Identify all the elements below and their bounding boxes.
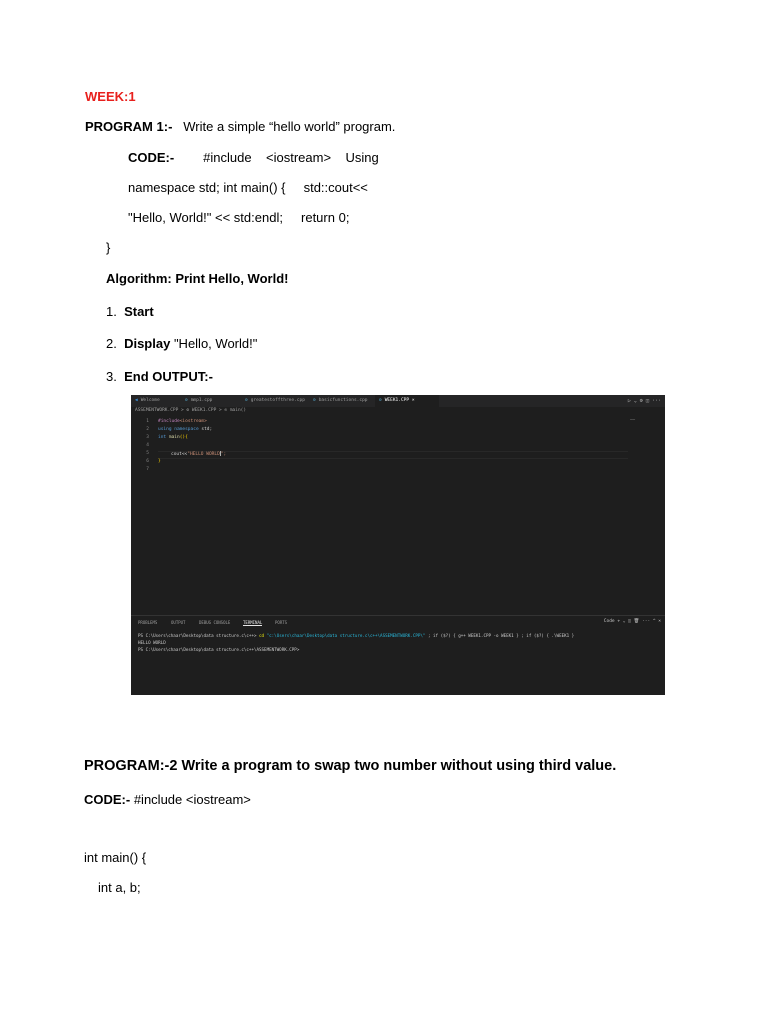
program2-title: PROGRAM:-2 Write a program to swap two number without using third value. bbox=[84, 758, 617, 774]
code-token: cout<< bbox=[171, 452, 188, 457]
terminal-path: "c:\Users\chaar\Desktop\data structure.c\c++\ASSEMENTWORK.CPP\" bbox=[266, 633, 426, 638]
terminal-prompt: PS C:\Users\chaar\Desktop\data structure.c\c++\ASSEMENTWORK.CPP> bbox=[138, 647, 300, 652]
code-label: CODE:- bbox=[128, 150, 175, 165]
terminal-line bbox=[138, 633, 574, 638]
program1-label: PROGRAM 1 bbox=[85, 119, 164, 134]
code-line bbox=[158, 427, 212, 432]
tab-greatest[interactable] bbox=[241, 395, 315, 407]
code-line bbox=[158, 435, 188, 440]
algorithm-title: Algorithm: Print Hello, World! bbox=[106, 271, 289, 286]
code-token: namespace bbox=[174, 427, 199, 432]
code-line bbox=[158, 459, 161, 464]
line-number: 1 bbox=[146, 419, 149, 424]
code-token: main bbox=[168, 435, 180, 440]
code-text-1: #include <iostream> Using bbox=[203, 150, 379, 165]
algorithm-step bbox=[106, 304, 154, 319]
cpp-file-icon: ⚙ bbox=[313, 398, 316, 403]
code-token: "; bbox=[220, 452, 227, 457]
step-keyword: Display bbox=[124, 336, 171, 351]
step-keyword: End OUTPUT:- bbox=[124, 369, 213, 384]
program1-code-line3: "Hello, World!" << std:endl; return 0; bbox=[128, 210, 350, 225]
current-line-highlight bbox=[158, 451, 628, 459]
algorithm-step bbox=[106, 369, 213, 384]
breadcrumb: ASSEMENTWORK.CPP > ⚙ WEEK1.CPP > ⊙ main() bbox=[135, 408, 247, 413]
step-text: "Hello, World!" bbox=[170, 336, 258, 351]
terminal-prompt: PS C:\Users\chaar\Desktop\data structure.c\c++> bbox=[138, 633, 257, 638]
code-line bbox=[158, 419, 207, 424]
panel-tab-terminal[interactable]: TERMINAL bbox=[243, 620, 263, 625]
code-token: int bbox=[158, 435, 167, 440]
tab-label: WEEK1.CPP bbox=[384, 398, 410, 403]
cpp-file-icon: ⚙ bbox=[379, 398, 382, 403]
program2-code-line bbox=[84, 792, 251, 807]
line-number: 3 bbox=[146, 435, 149, 440]
terminal-command: cd bbox=[259, 633, 265, 638]
code-token: { bbox=[185, 435, 188, 440]
cpp-file-icon: ⚙ bbox=[185, 398, 188, 403]
tab-label: basicfunctions.cpp bbox=[318, 398, 368, 403]
step-number: 3. bbox=[106, 369, 117, 384]
panel-tab-problems[interactable]: PROBLEMS bbox=[138, 620, 158, 625]
bottom-panel bbox=[131, 615, 665, 695]
code-line[interactable] bbox=[171, 451, 226, 457]
code-token: "HELLO WORLD bbox=[187, 452, 220, 457]
program2-decl-line: int a, b; bbox=[98, 880, 141, 895]
code-text: #include <iostream> bbox=[130, 792, 251, 807]
code-token: std; bbox=[201, 427, 213, 432]
tab-label: Welcome bbox=[140, 398, 160, 403]
week-heading: WEEK:1 bbox=[85, 89, 136, 104]
step-keyword: Start bbox=[124, 304, 154, 319]
program1-code-line2: namespace std; int main() { std::cout<< bbox=[128, 180, 368, 195]
line-number: 6 bbox=[146, 459, 149, 464]
panel-tab-ports[interactable]: PORTS bbox=[275, 620, 288, 625]
editor-tab-bar bbox=[131, 395, 665, 407]
step-number: 2. bbox=[106, 336, 117, 351]
tab-close-icon[interactable]: × bbox=[411, 398, 415, 403]
code-token: #include bbox=[158, 419, 180, 424]
editor-actions[interactable]: ▷ ⌄ ⚙ ◫ ··· bbox=[627, 398, 661, 404]
panel-actions[interactable]: Code + ⌄ ◫ 🗑 ··· ^ × bbox=[603, 619, 661, 624]
code-token: () bbox=[179, 435, 186, 440]
code-token: } bbox=[158, 459, 161, 464]
tab-basicfunctions[interactable] bbox=[309, 395, 383, 407]
code-token: using bbox=[158, 427, 172, 432]
tab-mmp1[interactable] bbox=[181, 395, 240, 407]
program1-code-close: } bbox=[106, 240, 111, 255]
panel-tab-debug-console[interactable]: DEBUG CONSOLE bbox=[199, 620, 231, 625]
tab-week1[interactable] bbox=[375, 395, 439, 407]
panel-tab-output[interactable]: OUTPUT bbox=[171, 620, 186, 625]
output-screenshot bbox=[131, 395, 665, 695]
line-number: 7 bbox=[146, 467, 149, 472]
code-token: <iostream> bbox=[179, 419, 207, 424]
program2-main-line: int main() { bbox=[84, 850, 147, 865]
vscode-icon: ◀ bbox=[135, 398, 138, 403]
tab-welcome[interactable] bbox=[131, 395, 183, 407]
terminal-args: ; if ($?) { g++ WEEK1.CPP -o WEEK1 } ; if ($?) { .\WEEK1 } bbox=[425, 633, 575, 638]
algorithm-step bbox=[106, 336, 257, 351]
program1-code-line1 bbox=[128, 150, 379, 165]
program1-description: Write a simple “hello world” program. bbox=[183, 119, 396, 134]
tab-label: greatestoffthree.cpp bbox=[250, 398, 305, 403]
line-number: 4 bbox=[146, 443, 149, 448]
line-number: 5 bbox=[146, 451, 149, 456]
line-number: 2 bbox=[146, 427, 149, 432]
minimap[interactable]: ══ bbox=[630, 417, 635, 422]
program1-heading bbox=[85, 119, 395, 134]
step-number: 1. bbox=[106, 304, 117, 319]
program1-suffix: :- bbox=[163, 119, 173, 134]
tab-label: mmp1.cpp bbox=[190, 398, 213, 403]
terminal-output: HELLO WORLD bbox=[138, 640, 166, 645]
code-label: CODE:- bbox=[84, 792, 131, 807]
cpp-file-icon: ⚙ bbox=[245, 398, 248, 403]
